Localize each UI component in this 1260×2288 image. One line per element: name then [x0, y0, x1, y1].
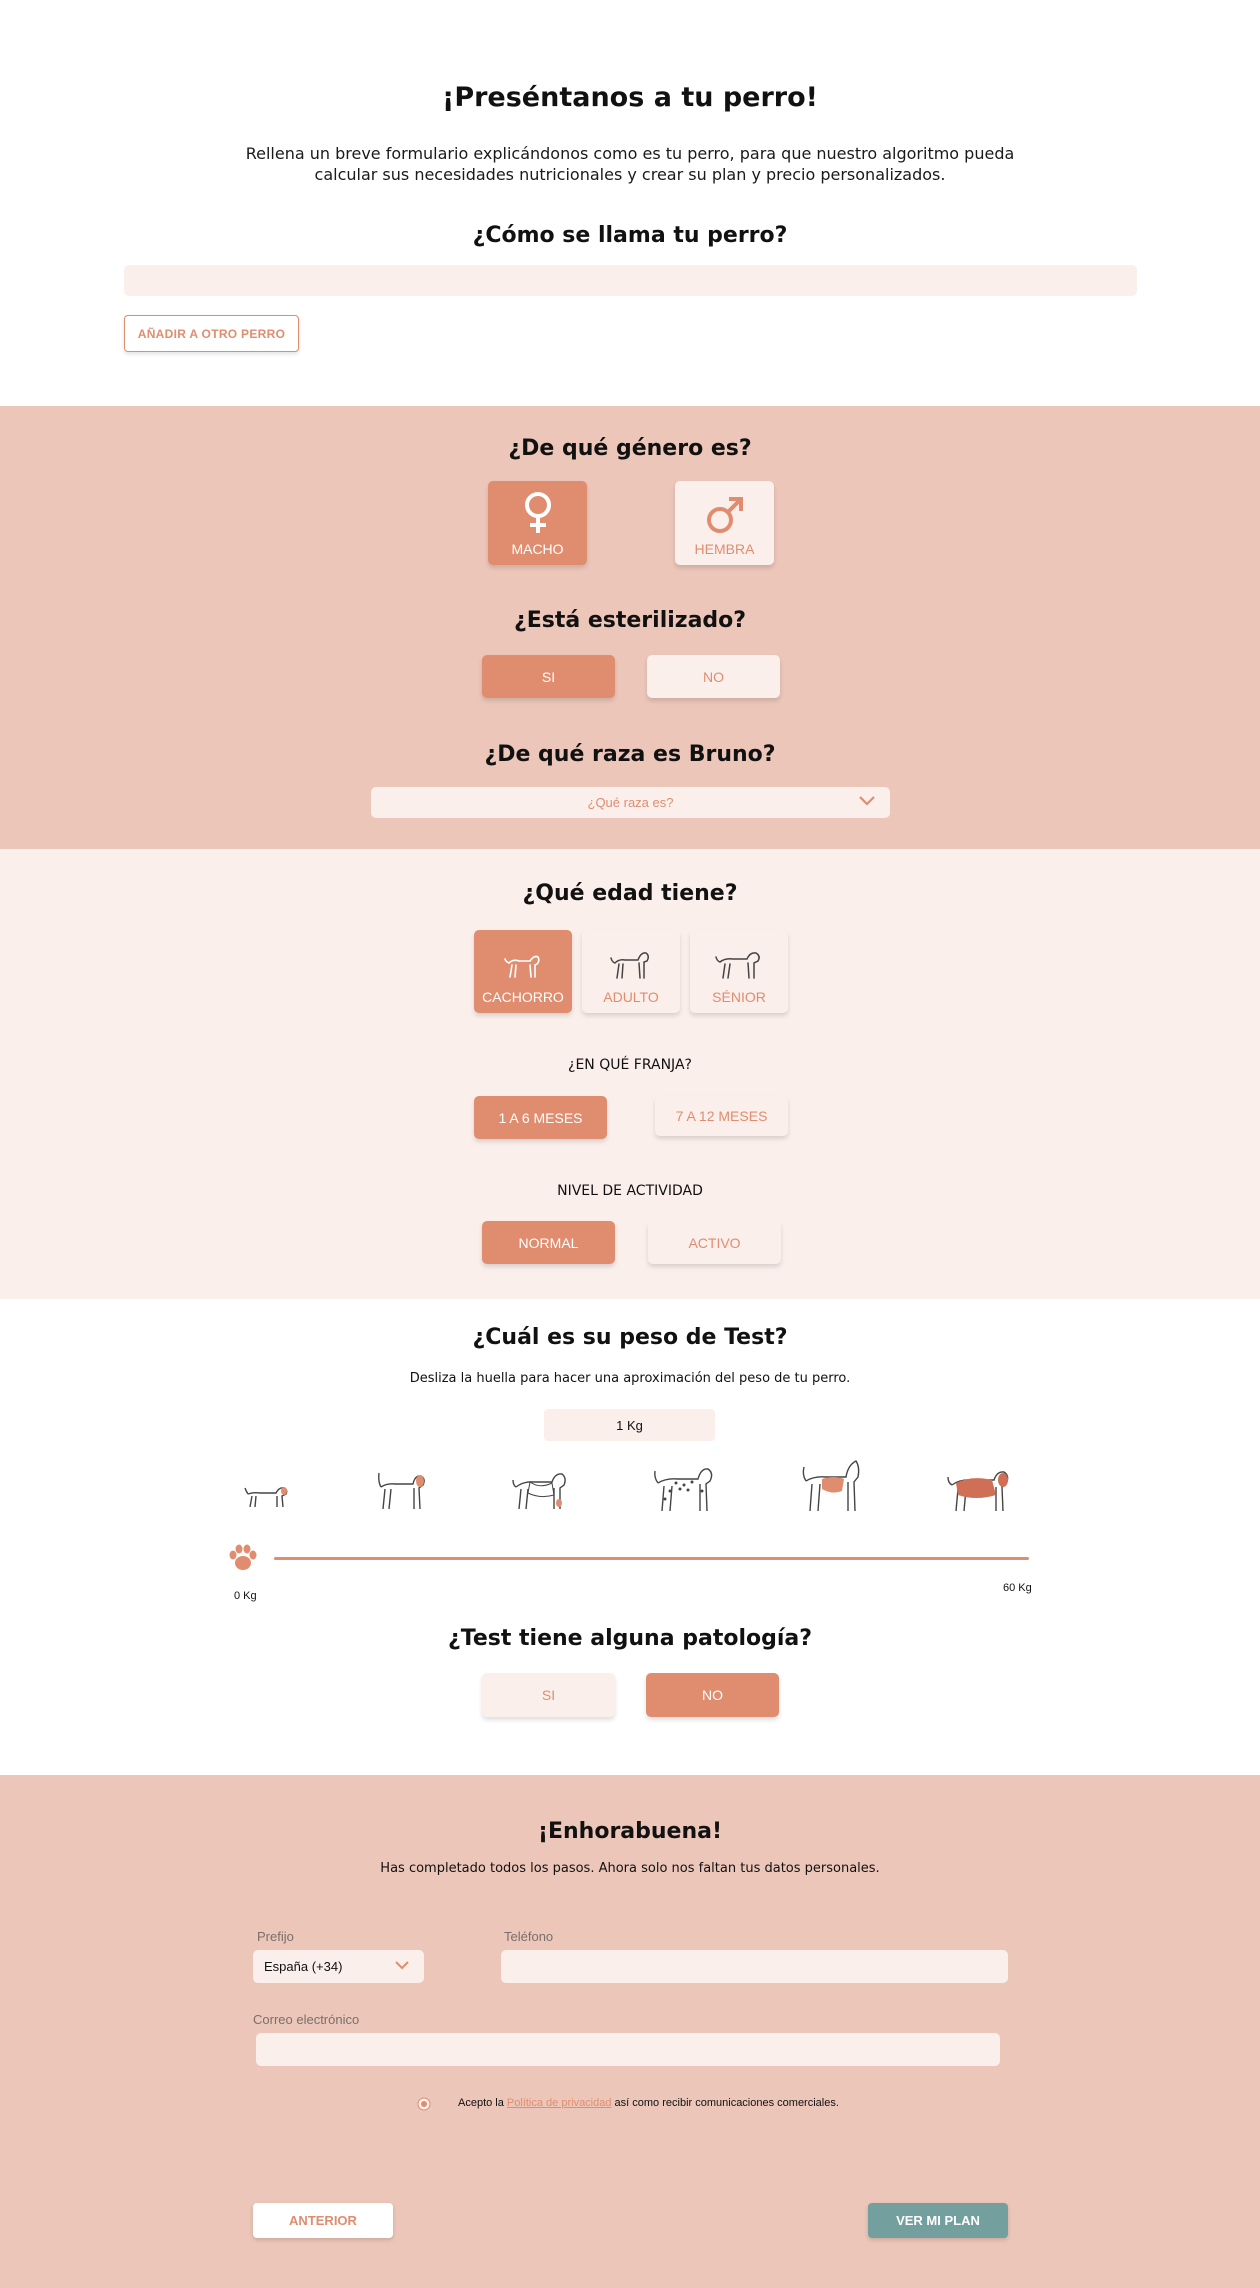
age-option-cachorro[interactable]	[474, 930, 572, 1013]
gender-section	[0, 406, 1260, 849]
pathology-question: ¿Test tiene alguna patología?	[448, 1626, 812, 1651]
breed-select[interactable]	[371, 787, 890, 818]
spaniel-icon	[510, 1465, 570, 1515]
dalmatian-icon	[652, 1461, 718, 1515]
view-plan-button[interactable]: VER MI PLAN	[868, 2203, 1008, 2238]
gender-option-macho[interactable]	[488, 481, 587, 565]
senior-dog-icon	[715, 947, 763, 983]
consent-radio-icon[interactable]	[417, 2097, 431, 2111]
age-option-label: ADULTO	[603, 989, 659, 1005]
weight-hint: Desliza la huella para hacer una aproximación del peso de tu perro.	[409, 1371, 851, 1386]
consent-text-before: Acepto la	[458, 2097, 507, 2109]
weight-value-display: 1 Kg	[544, 1409, 715, 1441]
age-range-7-12-button[interactable]: 7 A 12 MESES	[655, 1096, 788, 1136]
email-label: Correo electrónico	[253, 2012, 360, 2027]
gender-option-hembra[interactable]	[675, 481, 774, 565]
weight-section	[0, 1299, 1260, 1775]
prefix-select[interactable]	[253, 1950, 424, 1983]
age-option-adulto[interactable]	[582, 930, 680, 1013]
age-range-question: ¿EN QUÉ FRANJA?	[568, 1057, 692, 1073]
dog-name-input[interactable]	[124, 265, 1137, 296]
male-symbol-icon	[705, 495, 745, 535]
privacy-policy-link[interactable]: Política de privacidad	[506, 2097, 612, 2109]
sterilized-si-button[interactable]: SI	[482, 655, 615, 698]
small-dog-icon	[244, 1477, 292, 1511]
weight-slider-track[interactable]	[274, 1557, 1029, 1560]
dog-name-question: ¿Cómo se llama tu perro?	[472, 223, 788, 248]
age-option-label: CACHORRO	[482, 989, 564, 1005]
paw-handle-icon[interactable]	[228, 1544, 258, 1572]
back-button[interactable]: ANTERIOR	[253, 2203, 393, 2238]
consent-text	[458, 2097, 839, 2109]
weight-question: ¿Cuál es su peso de Test?	[472, 1325, 788, 1350]
phone-label: Teléfono	[504, 1929, 554, 1944]
adult-dog-icon	[610, 947, 652, 983]
intro-description: Rellena un breve formulario explicándonos como es tu perro, para que nuestro algoritmo pueda calcular sus necesidades nutricionales y crear su plan y precio personalizados.	[245, 144, 1015, 184]
activity-activo-button[interactable]: ACTIVO	[648, 1221, 781, 1264]
beagle-icon	[375, 1467, 429, 1515]
contact-title: ¡Enhorabuena!	[537, 1819, 723, 1844]
saint-bernard-icon	[946, 1463, 1014, 1515]
phone-input[interactable]	[501, 1950, 1008, 1983]
add-dog-button[interactable]: AÑADIR A OTRO PERRO	[124, 315, 299, 352]
weight-min-label: 0 Kg	[234, 1590, 257, 1602]
weight-max-label: 60 Kg	[1003, 1582, 1032, 1594]
puppy-icon	[503, 949, 543, 983]
contact-subtitle: Has completado todos los pasos. Ahora solo nos faltan tus datos personales.	[380, 1861, 880, 1876]
consent-text-after: así como recibir comunicaciones comerciales.	[611, 2097, 839, 2109]
gender-option-label: HEMBRA	[694, 541, 755, 557]
intro-section	[0, 0, 1260, 406]
activity-normal-button[interactable]: NORMAL	[482, 1221, 615, 1264]
age-range-1-6-button[interactable]: 1 A 6 MESES	[474, 1096, 607, 1139]
prefix-label: Prefijo	[257, 1929, 294, 1944]
age-section	[0, 849, 1260, 1299]
boxer-icon	[800, 1457, 866, 1515]
gender-question: ¿De qué género es?	[508, 436, 752, 461]
chevron-down-icon	[394, 1960, 410, 1972]
prefix-value: España (+34)	[264, 1959, 343, 1974]
breed-question: ¿De qué raza es Bruno?	[484, 742, 776, 767]
email-input[interactable]	[256, 2033, 1000, 2066]
age-option-senior[interactable]	[690, 930, 788, 1013]
female-symbol-icon	[521, 491, 555, 535]
sterilized-question: ¿Está esterilizado?	[513, 608, 747, 633]
age-option-label: SÉNIOR	[712, 989, 766, 1005]
gender-option-label: MACHO	[511, 541, 564, 557]
age-question: ¿Qué edad tiene?	[522, 881, 738, 906]
breed-placeholder: ¿Qué raza es?	[587, 795, 674, 810]
pathology-si-button[interactable]: SI	[482, 1673, 615, 1717]
chevron-down-icon	[858, 795, 876, 807]
contact-section	[0, 1775, 1260, 2288]
sterilized-no-button[interactable]: NO	[647, 655, 780, 698]
activity-question: NIVEL DE ACTIVIDAD	[557, 1183, 703, 1199]
page-title: ¡Preséntanos a tu perro!	[442, 82, 818, 113]
pathology-no-button[interactable]: NO	[646, 1673, 779, 1717]
